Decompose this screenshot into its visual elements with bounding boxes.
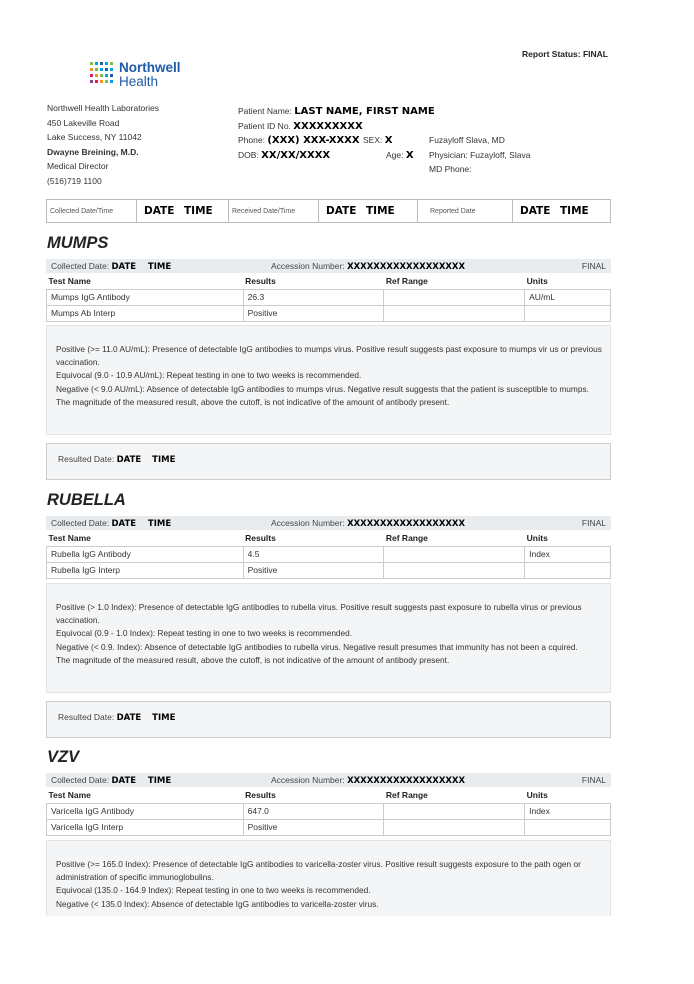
collected-date-value: DATE TIME <box>111 262 172 272</box>
col-header-ref-range: Ref Range <box>384 788 525 803</box>
section-title-vzv: VZV <box>47 748 80 766</box>
collected-datetime-label: Collected Date/Time <box>50 207 114 215</box>
accession-value: XXXXXXXXXXXXXXXXXX <box>347 776 466 786</box>
meta-bar-vzv <box>46 773 611 787</box>
patient-dob-label: DOB: <box>238 149 259 160</box>
cell-units <box>525 305 611 321</box>
table-row <box>47 546 611 562</box>
cell-ref-range <box>384 289 525 305</box>
note-line: Equivocal (0.9 - 1.0 Index): Repeat testing in one to two weeks is recommended. <box>56 628 353 639</box>
col-header-units: Units <box>525 531 611 546</box>
note-line: The magnitude of the measured result, above the cutoff, is not indicative of the amount of antibody present. <box>56 396 450 407</box>
meta-bar-rubella <box>46 516 611 530</box>
accession-value: XXXXXXXXXXXXXXXXXX <box>347 519 466 529</box>
note-line: Equivocal (9.0 - 10.9 AU/mL): Repeat testing in one to two weeks is recommended. <box>56 370 362 381</box>
col-header-results: Results <box>243 788 384 803</box>
lab-address-2: Lake Success, NY 11042 <box>47 132 142 142</box>
note-line: Negative (< 0.9. Index): Absence of detectable IgG antibodies to rubella virus. Negative result presumes that immunity has not been a cquired. <box>56 641 578 652</box>
patient-info <box>238 104 435 162</box>
collected-date-value: DATE TIME <box>111 776 172 786</box>
dates-bar <box>46 199 611 223</box>
col-header-ref-range: Ref Range <box>384 531 525 546</box>
lab-director-name: Dwayne Breining, M.D. <box>47 146 139 157</box>
cell-result: 647.0 <box>243 803 384 819</box>
accession-value: XXXXXXXXXXXXXXXXXX <box>347 262 466 272</box>
physician-info <box>429 133 530 177</box>
cell-units <box>525 819 611 835</box>
lab-info <box>47 101 159 188</box>
table-row <box>47 305 611 321</box>
col-header-test-name: Test Name <box>47 788 244 803</box>
patient-name-label: Patient Name: <box>238 106 292 116</box>
results-table-vzv <box>46 788 611 836</box>
report-status: Report Status: FINAL <box>522 49 608 59</box>
patient-age-value: X <box>405 149 414 161</box>
collected-date-label: Collected Date: <box>51 775 110 785</box>
lab-name: Northwell Health Laboratories <box>47 103 159 113</box>
cell-result: Positive <box>243 305 384 321</box>
note-line: Negative (< 9.0 AU/mL): Absence of detectable IgG antibodies to mumps virus. Negative result suggests that the patient is susceptible to mumps. <box>56 383 589 394</box>
cell-units: Index <box>525 803 611 819</box>
physician-line-3: MD Phone: <box>429 164 472 174</box>
resulted-date-mumps <box>46 443 611 480</box>
physician-line-2: Physician: Fuzayloff, Slava <box>429 149 531 160</box>
section-status: FINAL <box>581 518 606 528</box>
cell-result: 26.3 <box>243 289 384 305</box>
table-row <box>47 819 611 835</box>
col-header-test-name: Test Name <box>47 274 244 289</box>
cell-ref-range <box>384 819 525 835</box>
lab-phone: (516)719 1100 <box>47 175 102 186</box>
patient-name-value: LAST NAME, FIRST NAME <box>294 106 435 117</box>
interpretation-note-mumps <box>46 325 611 435</box>
cell-units <box>525 562 611 578</box>
section-status: FINAL <box>581 775 606 785</box>
collected-datetime-value: DATE TIME <box>144 205 213 217</box>
results-table-rubella <box>46 531 611 579</box>
note-line: Positive (>= 11.0 AU/mL): Presence of detectable IgG antibodies to mumps virus. Positive result suggests past exposure to mumps vir us or previous vaccination. <box>56 344 602 368</box>
col-header-units: Units <box>525 788 611 803</box>
section-title-rubella: RUBELLA <box>47 491 126 509</box>
lab-address-1: 450 Lakeville Road <box>47 117 120 128</box>
note-line: The magnitude of the measured result, above the cutoff, is not indicative of the amount of antibody present. <box>56 654 450 665</box>
cell-ref-range <box>384 546 525 562</box>
cell-units: Index <box>525 546 611 562</box>
note-line: Positive (> 1.0 Index): Presence of detectable IgG antibodies to rubella virus. Positive result suggests past exposure to rubella virus or previous vaccination. <box>56 602 582 626</box>
collected-date-value: DATE TIME <box>111 519 172 529</box>
table-row <box>47 289 611 305</box>
col-header-results: Results <box>243 531 384 546</box>
cell-units: AU/mL <box>525 289 611 305</box>
resulted-date-rubella <box>46 701 611 738</box>
cell-test-name: Varicella IgG Interp <box>47 819 244 835</box>
note-line: Negative (< 135.0 Index): Absence of detectable IgG antibodies to varicella-zoster virus. <box>56 898 379 909</box>
reported-date-label: Reported Date <box>430 207 476 215</box>
collected-date-label: Collected Date: <box>51 261 110 271</box>
reported-date-value: DATE TIME <box>520 205 589 217</box>
cell-result: Positive <box>243 819 384 835</box>
table-row <box>47 803 611 819</box>
cell-result: 4.5 <box>243 546 384 562</box>
patient-age-label: Age: <box>386 149 404 160</box>
northwell-logo <box>90 60 200 90</box>
cell-result: Positive <box>243 562 384 578</box>
patient-dob-value: XX/XX/XXXX <box>261 149 331 161</box>
northwell-logo-icon <box>90 62 114 84</box>
patient-sex-value: X <box>384 135 393 146</box>
interpretation-note-vzv <box>46 840 611 916</box>
resulted-date-value: DATE TIME <box>116 713 176 723</box>
patient-phone-value: (XXX) XXX-XXXX <box>267 135 360 146</box>
cell-test-name: Mumps Ab Interp <box>47 305 244 321</box>
interpretation-note-rubella <box>46 583 611 693</box>
cell-ref-range <box>384 562 525 578</box>
cell-test-name: Rubella IgG Interp <box>47 562 244 578</box>
cell-ref-range <box>384 803 525 819</box>
cell-test-name: Varicella IgG Antibody <box>47 803 244 819</box>
logo-text-northwell: Northwell <box>119 60 181 75</box>
received-datetime-label: Received Date/Time <box>232 207 296 215</box>
patient-phone-label: Phone: <box>238 135 265 145</box>
cell-ref-range <box>384 305 525 321</box>
patient-id-value: XXXXXXXXX <box>293 120 363 132</box>
table-row <box>47 562 611 578</box>
note-line: Positive (>= 165.0 Index): Presence of detectable IgG antibodies to varicella-zoster virus. Positive result suggests exposure to the path ogen or administration of specific immunoglobulins. <box>56 859 581 883</box>
accession-label: Accession Number: <box>271 518 345 528</box>
patient-id-label: Patient ID No. <box>238 120 291 131</box>
meta-bar-mumps <box>46 259 611 273</box>
col-header-test-name: Test Name <box>47 531 244 546</box>
collected-date-label: Collected Date: <box>51 518 110 528</box>
logo-text-health: Health <box>119 74 159 89</box>
cell-test-name: Rubella IgG Antibody <box>47 546 244 562</box>
received-datetime-value: DATE TIME <box>326 205 395 217</box>
results-table-mumps <box>46 274 611 322</box>
resulted-date-label: Resulted Date: <box>58 712 115 722</box>
section-status: FINAL <box>581 261 606 271</box>
patient-sex-label: SEX: <box>363 135 383 145</box>
col-header-results: Results <box>243 274 384 289</box>
section-title-mumps: MUMPS <box>47 234 109 252</box>
physician-line-1: Fuzayloff Slava, MD <box>429 135 505 145</box>
cell-test-name: Mumps IgG Antibody <box>47 289 244 305</box>
col-header-ref-range: Ref Range <box>384 274 525 289</box>
accession-label: Accession Number: <box>271 775 345 785</box>
lab-director-title: Medical Director <box>47 161 109 171</box>
note-line: Equivocal (135.0 - 164.9 Index): Repeat testing in one to two weeks is recommended. <box>56 885 371 896</box>
resulted-date-value: DATE TIME <box>116 455 176 465</box>
resulted-date-label: Resulted Date: <box>58 454 115 464</box>
accession-label: Accession Number: <box>271 261 345 271</box>
col-header-units: Units <box>525 274 611 289</box>
